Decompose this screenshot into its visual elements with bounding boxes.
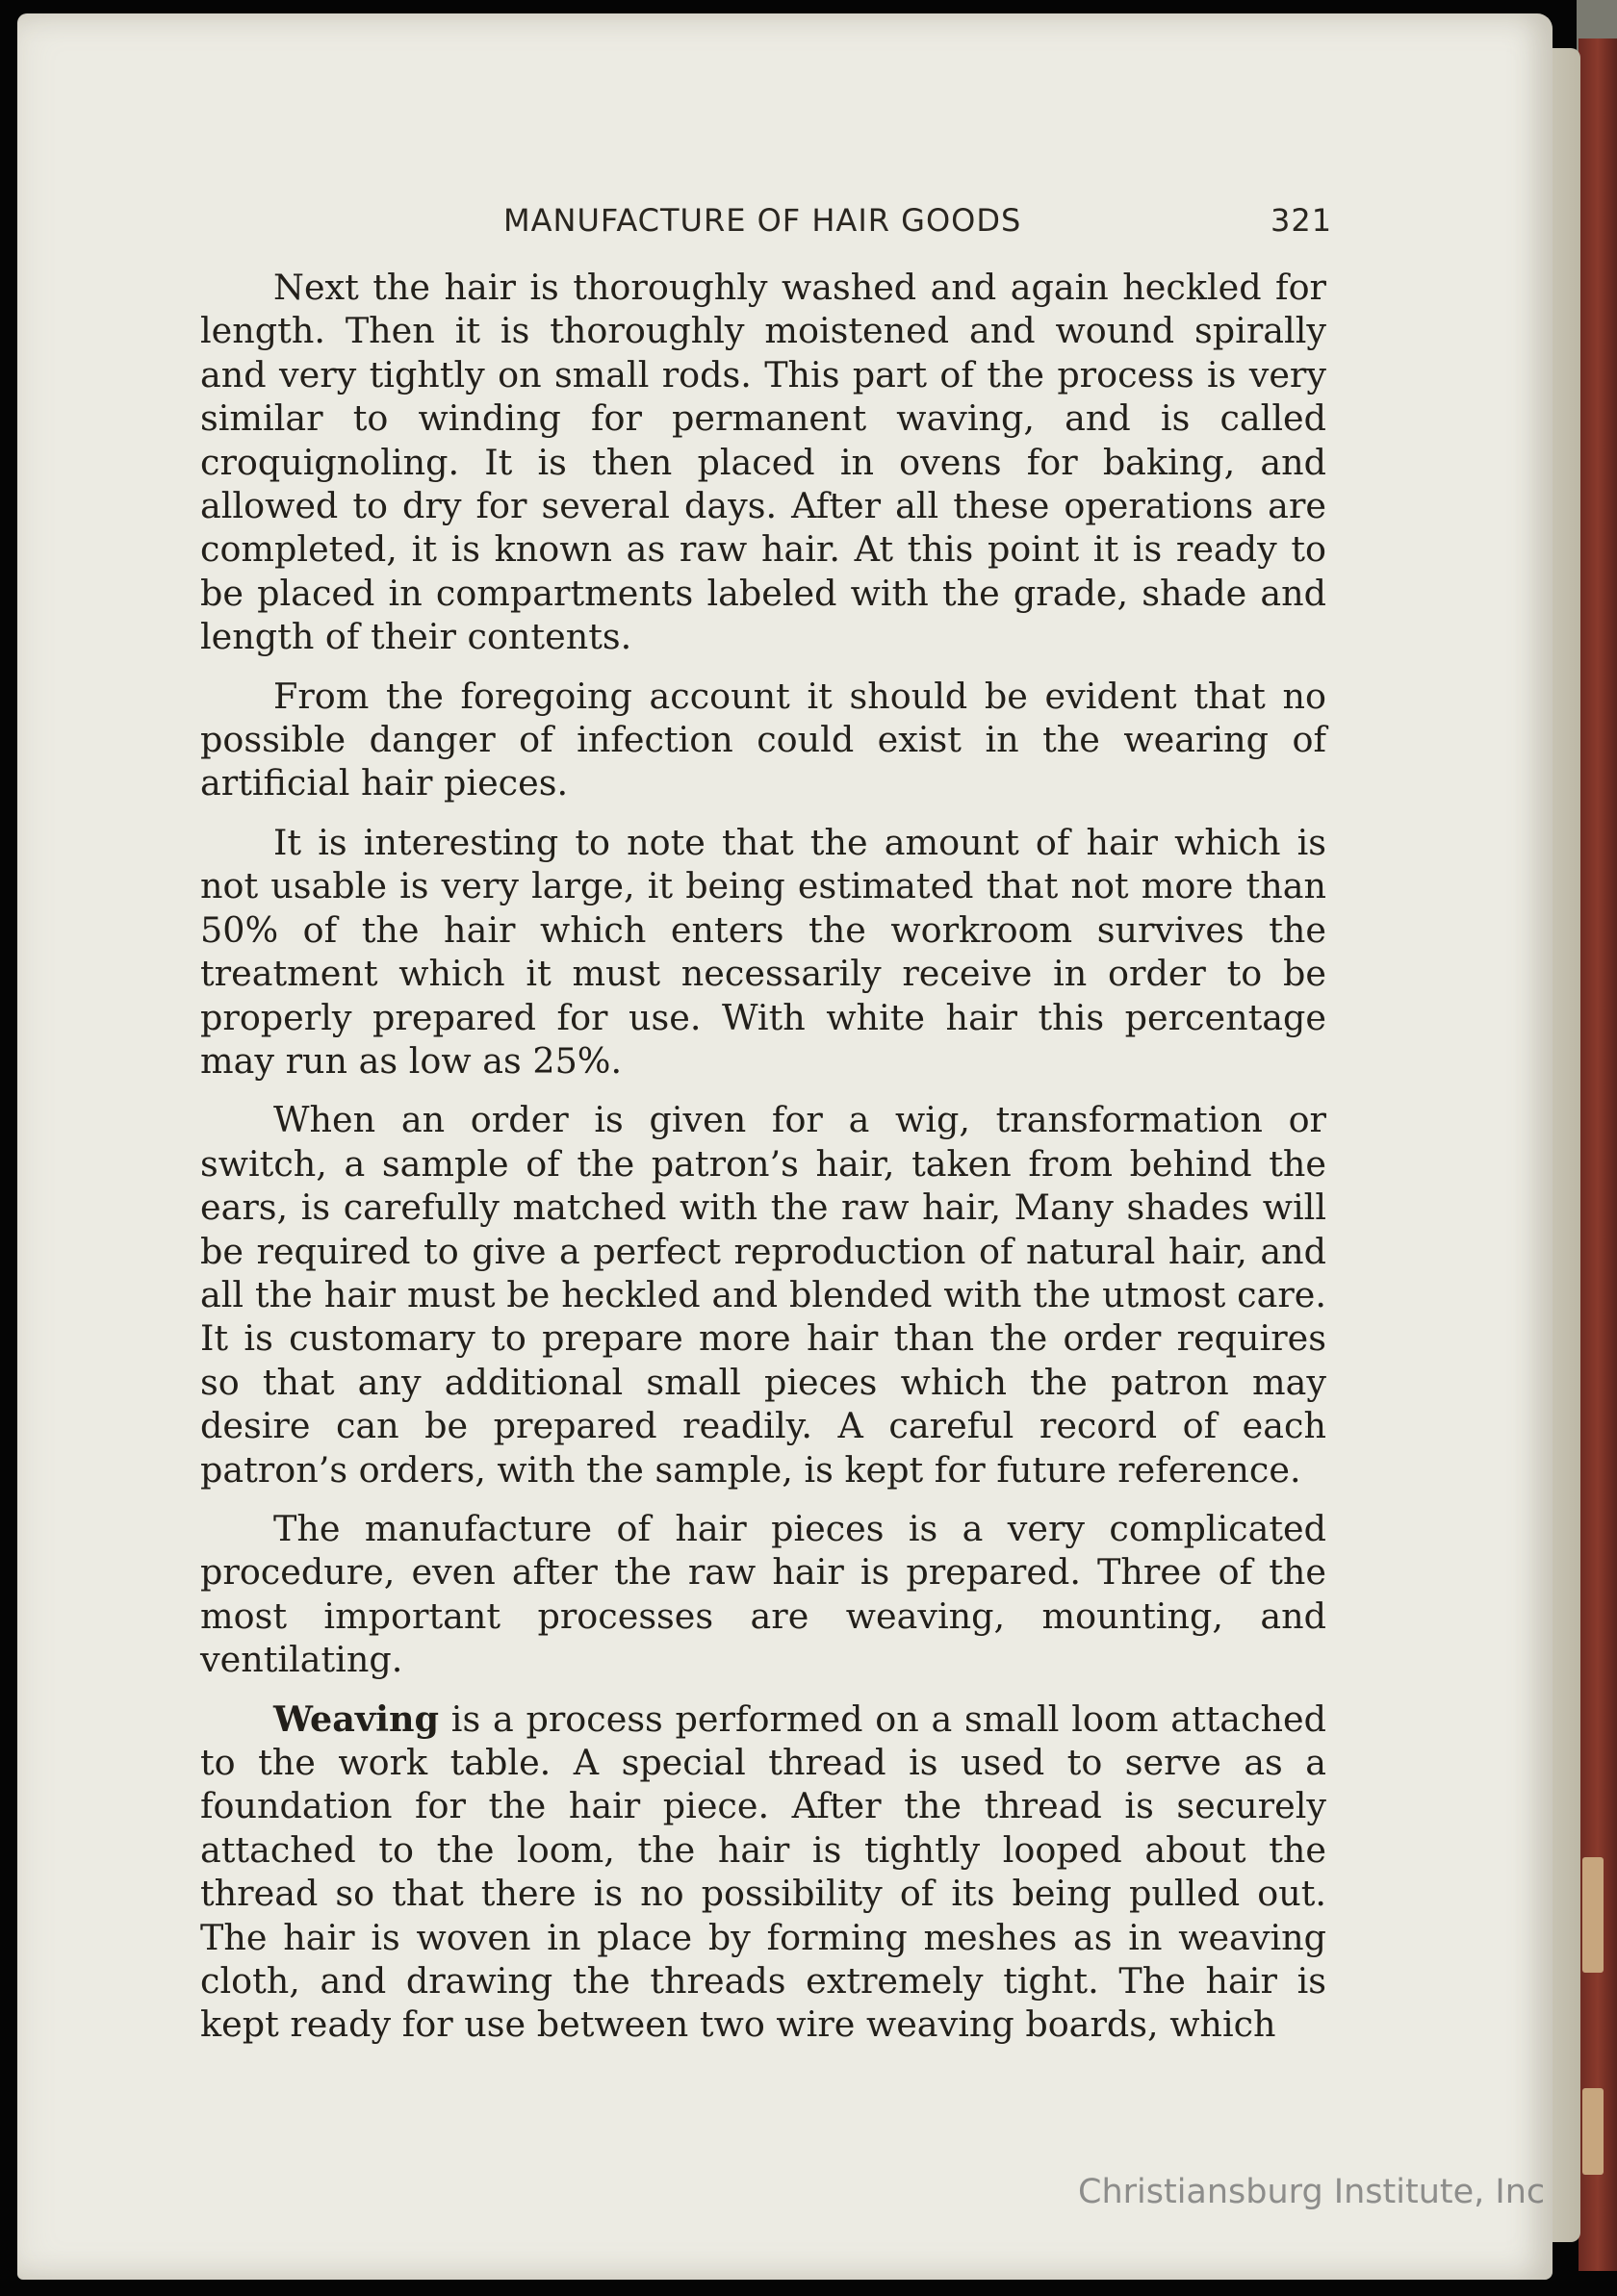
chapter-title: MANUFACTURE OF HAIR GOODS [503, 202, 1022, 239]
body-text [200, 266, 1326, 2062]
page-tab [1582, 2088, 1604, 2175]
term-weaving: Weaving [273, 1697, 440, 1740]
page-tab [1582, 1857, 1604, 1973]
paragraph: When an order is given for a wig, transformation or switch, a sample of the patron’s hair, taken from behind the ears, is carefully matched with the raw hair, Many shades will be required to give a perfect reproduction of natural hair, and all the hair must be heckled and blended with the utmost care. It is customary to prepare more hair than the order requires so that any additional small pieces which the patron may desire can be prepared readily. A careful record of each patron’s orders, with the sample, is kept for future reference. [200, 1099, 1326, 1491]
paragraph: It is interesting to note that the amount of hair which is not usable is very large, it being estimated that not more than 50% of the hair which enters the workroom survives the treatment which it must necessarily receive in order to be properly prepared for use. With white hair this percentage may run as low as 25%. [200, 821, 1326, 1082]
watermark: Christiansburg Institute, Inc [1078, 2173, 1546, 2211]
paragraph: The manufacture of hair pieces is a very complicated procedure, even after the raw hair is prepared. Three of the most important processes are weaving, mounting, and ventilating. [200, 1507, 1326, 1681]
running-header [17, 202, 1553, 241]
page-number: 321 [1270, 202, 1333, 239]
paragraph: Weaving is a process performed on a small loom attached to the work table. A special thread is used to serve as a foundation for the hair piece. After the thread is securely attached to the loom, the hair is tightly looped about the thread so that there is no possibility of its being pulled out. The hair is woven in place by forming meshes as in weaving cloth, and drawing the threads extremely tight. The hair is kept ready for use between two wire weaving boards, which [200, 1697, 1326, 2046]
book-page [17, 13, 1553, 2280]
paragraph: Next the hair is thoroughly washed and again heckled for length. Then it is thoroughly moistened and wound spirally and very tightly on small rods. This part of the process is very similar to winding for permanent waving, and is called croquignoling. It is then placed in ovens for baking, and allowed to dry for several days. After all these operations are completed, it is known as raw hair. At this point it is ready to be placed in compartments labeled with the grade, shade and length of their contents. [200, 267, 1326, 658]
paragraph: From the foregoing account it should be evident that no possible danger of infection could exist in the wearing of artificial hair pieces. [200, 675, 1326, 804]
